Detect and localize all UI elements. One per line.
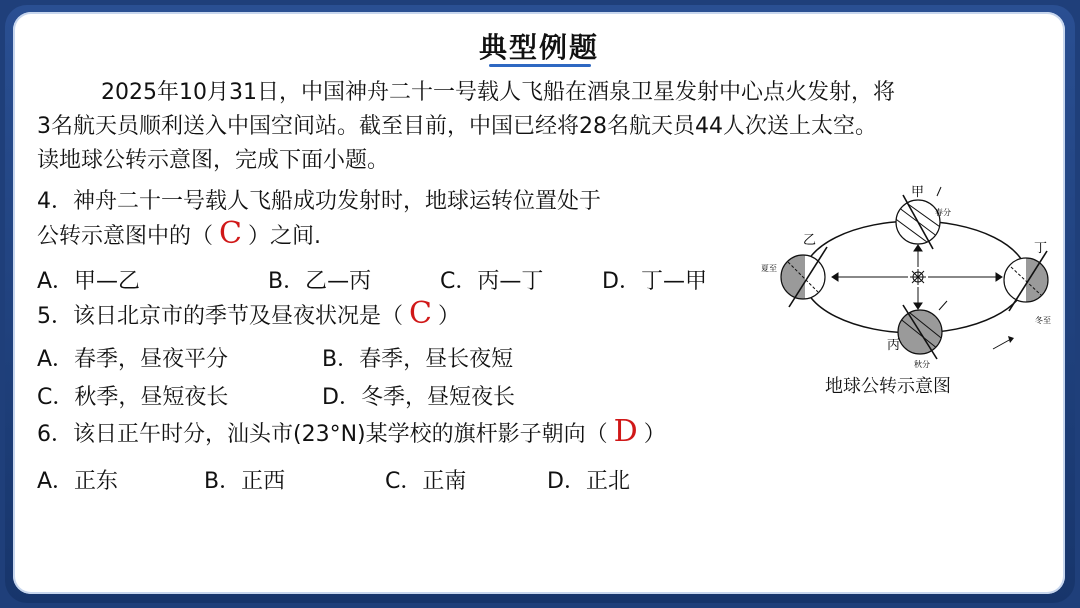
question-5-option-c: C．秋季，昼短夜长 [37, 385, 229, 410]
question-6-option-b: B．正西 [204, 469, 286, 494]
question-4-stem-line1: 4．神舟二十一号载人飞船成功发射时，地球运转位置处于 [37, 189, 601, 214]
diagram-caption: 地球公转示意图 [825, 376, 951, 397]
label-dongzhi: 冬至 [1035, 316, 1051, 325]
slide-card [13, 12, 1065, 594]
label-ding: 丁 [1034, 241, 1048, 256]
question-6-option-c: C．正南 [385, 469, 467, 494]
question-5-stem-end: ） [437, 304, 460, 329]
page-title: 典型例题 [478, 31, 599, 64]
question-4-stem-end: ）之间. [247, 224, 321, 249]
question-6-option-d: D．正北 [547, 469, 630, 494]
question-6-stem: 6．该日正午时分，汕头市(23°N)某学校的旗杆影子朝向（ [37, 422, 608, 447]
question-6-stem-end: ） [643, 422, 666, 447]
label-chunfen: 春分 [935, 208, 951, 217]
orbit-direction-arrow [993, 336, 1014, 349]
earth-revolution-diagram [753, 177, 1073, 397]
passage-line: 读地球公转示意图，完成下面小题。 [37, 148, 390, 173]
passage-line: 2025年10月31日，中国神舟二十一号载人飞船在酒泉卫星发射中心点火发射，将 [101, 80, 895, 105]
question-4-option-b: B．乙—丙 [268, 269, 372, 294]
question-5-option-a: A．春季，昼夜平分 [37, 347, 229, 372]
passage-line: 3名航天员顺利送入中国空间站。截至目前，中国已经将28名航天员44人次送上太空。 [37, 114, 877, 139]
question-5-option-b: B．春季，昼长夜短 [322, 347, 514, 372]
label-bing: 丙 [887, 338, 901, 353]
earth-position-yi [778, 247, 835, 307]
label-xiazhi: 夏至 [761, 264, 777, 273]
label-jia: 甲 [911, 185, 925, 200]
question-4-option-a: A．甲—乙 [37, 269, 141, 294]
question-4-option-d: D．丁—甲 [602, 269, 707, 294]
question-4-stem-line2 [37, 216, 321, 251]
question-5-stem: 5．该日北京市的季节及昼夜状况是（ [37, 304, 403, 329]
label-qiufen: 秋分 [914, 360, 930, 369]
question-4-stem: 公转示意图中的（ [37, 224, 214, 249]
question-4-answer: C [219, 216, 242, 251]
title-underline [489, 64, 591, 67]
question-4-option-c: C．丙—丁 [440, 269, 544, 294]
passage [37, 76, 1057, 178]
question-5-option-d: D．冬季，昼短夜长 [322, 385, 515, 410]
earth-position-bing [895, 301, 947, 359]
question-5-stem-line [37, 296, 460, 331]
sun-icon [910, 269, 926, 285]
question-6-stem-line [37, 414, 666, 449]
question-6-option-a: A．正东 [37, 469, 119, 494]
earth-position-ding [1001, 251, 1056, 311]
label-yi: 乙 [803, 233, 817, 248]
question-5-answer: C [409, 296, 432, 331]
question-6-answer: D [613, 414, 638, 449]
